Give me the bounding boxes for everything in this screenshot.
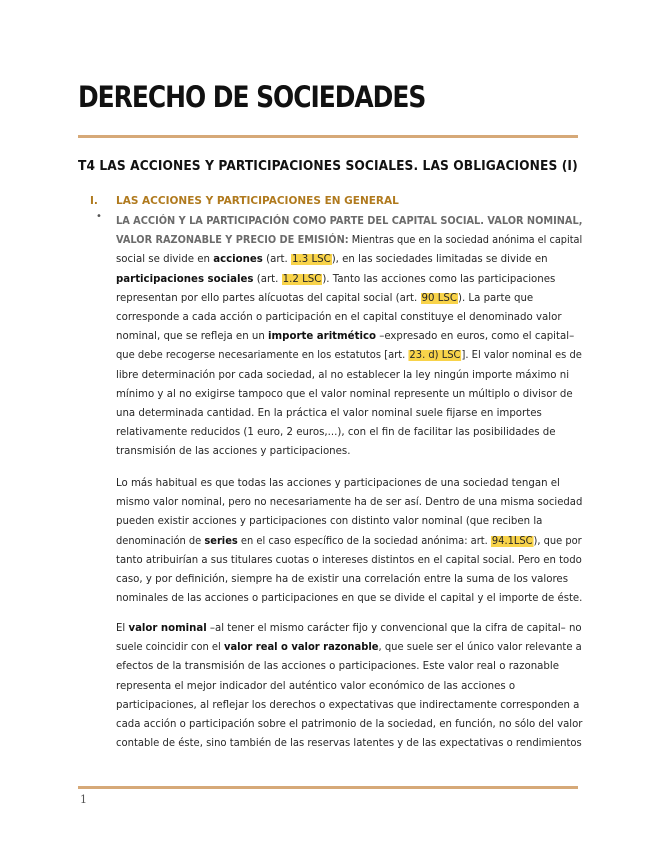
highlight-ref: 90 LSC — [421, 292, 457, 304]
text-fragment: –expresado en euros, como el capital– — [375, 331, 575, 343]
text-fragment: ]. El valor nominal es de — [461, 350, 582, 362]
text-fragment: , que suele ser el único valor relevante a — [378, 642, 582, 654]
text-line — [116, 231, 583, 250]
text-line: cada acción o participación sobre el patrimonio de la sociedad, en función, no sólo del valor — [116, 718, 583, 730]
text-line — [116, 250, 582, 269]
text-line: nominales de las acciones o participaciones en que se divide el capital y el importe de éste. — [116, 593, 583, 605]
paragraph-3 — [116, 619, 582, 753]
text-fragment: –al tener el mismo carácter fijo y convencional que la cifra de capital– no — [206, 623, 582, 634]
bold-term: valor nominal — [128, 623, 207, 634]
text-fragment: representan por ello partes alícuotas del capital social (art. — [116, 292, 421, 304]
text-fragment: (art. — [253, 273, 282, 285]
text-line: efectos de la transmisión de las acciones o participaciones. Este valor real o razonable — [116, 661, 559, 673]
bold-term: series — [204, 535, 238, 547]
text-fragment: denominación de — [116, 535, 205, 547]
highlight-ref: 23. d) LSC — [409, 350, 461, 362]
page-number: 1 — [80, 793, 87, 806]
paragraph-1 — [116, 212, 582, 461]
text-fragment: que debe recogerse necesariamente en los estatutos [art. — [116, 350, 409, 362]
highlight-ref: 1.2 LSC — [282, 273, 322, 285]
text-fragment: ). Tanto las acciones como las participaciones — [322, 273, 556, 285]
bold-term: valor real o valor razonable — [223, 642, 379, 654]
section-heading — [90, 195, 399, 207]
text-line: contable de éste, sino también de las reservas latentes y de las expectativas o rendimientos — [116, 738, 582, 750]
text-line — [116, 346, 582, 365]
bold-term: participaciones sociales — [116, 273, 254, 285]
text-line: una determinada cantidad. En la práctica el valor nominal suele fijarse en importes — [116, 407, 542, 419]
text-line: representa el mejor indicador del auténtico valor económico de las acciones o — [116, 680, 516, 692]
text-fragment: suele coincidir con el — [116, 642, 224, 654]
highlight-ref: 1.3 LSC — [292, 254, 331, 266]
text-line — [116, 289, 582, 308]
document-title: DERECHO DE SOCIEDADES — [78, 80, 426, 114]
text-line: Lo más habitual es que todas las acciones y participaciones de una sociedad tengan el — [116, 478, 560, 489]
text-line: corresponde a cada acción o participación en el capital constituye el denominado valor — [116, 311, 562, 323]
text-line: caso, y por definición, siempre ha de existir una correlación entre la suma de los valores — [116, 573, 569, 585]
text-fragment: social se divide en — [116, 254, 214, 266]
bold-term: acciones — [213, 254, 263, 266]
subheading-line: LA ACCIÓN Y LA PARTICIPACIÓN COMO PARTE DEL CAPITAL SOCIAL. VALOR NOMINAL, — [116, 216, 583, 227]
text-line — [116, 270, 582, 289]
text-line: mínimo y al no exigirse tampoco que el valor nominal represente un múltiplo o divisor de — [116, 388, 573, 400]
bold-term: importe aritmético — [268, 331, 376, 343]
text-line — [116, 619, 580, 638]
bullet-marker: • — [96, 211, 102, 222]
text-fragment: Mientras que en la sociedad anónima el capital — [348, 235, 583, 247]
text-fragment: (art. — [262, 254, 291, 266]
chapter-title: T4 LAS ACCIONES Y PARTICIPACIONES SOCIALES. LAS OBLIGACIONES (I) — [78, 159, 578, 174]
text-fragment: ), en las sociedades limitadas se divide en — [331, 254, 548, 266]
text-line — [116, 532, 582, 551]
section-number: I. — [90, 195, 98, 207]
text-line: mismo valor nominal, pero no necesariamente ha de ser así. Dentro de una misma sociedad — [116, 497, 583, 509]
text-fragment: en el caso específico de la sociedad anónima: art. — [237, 535, 491, 547]
text-line: relativamente reducidos (1 euro, 2 euros,...), con el fin de facilitar las posibilidades de — [116, 427, 556, 439]
text-line — [116, 638, 582, 657]
paragraph-2 — [116, 474, 582, 608]
footer-rule — [78, 786, 578, 789]
header-rule — [78, 135, 578, 138]
text-fragment: ), que por — [533, 535, 582, 547]
subheading-fragment: VALOR RAZONABLE Y PRECIO DE EMISIÓN: — [116, 235, 349, 247]
text-line: participaciones, al reflejar los derechos o expectativas que indirectamente corresponden a — [116, 699, 580, 711]
text-line: libre determinación por cada sociedad, al no establecer la ley ningún importe máximo ni — [116, 369, 570, 381]
text-line: transmisión de las acciones y participaciones. — [116, 446, 351, 458]
text-fragment: ). La parte que — [457, 292, 534, 304]
text-fragment: nominal, que se refleja en un — [116, 331, 269, 343]
section-title: LAS ACCIONES Y PARTICIPACIONES EN GENERAL — [116, 195, 399, 207]
text-line — [116, 327, 582, 346]
text-fragment: El — [116, 623, 129, 634]
text-line: tanto atribuirían a sus titulares cuotas o intereses distintos en el capital social. Pero en todo — [116, 554, 582, 566]
highlight-ref: 94.1LSC — [491, 535, 533, 547]
text-line: pueden existir acciones y participaciones con distinto valor nominal (que reciben la — [116, 516, 543, 528]
